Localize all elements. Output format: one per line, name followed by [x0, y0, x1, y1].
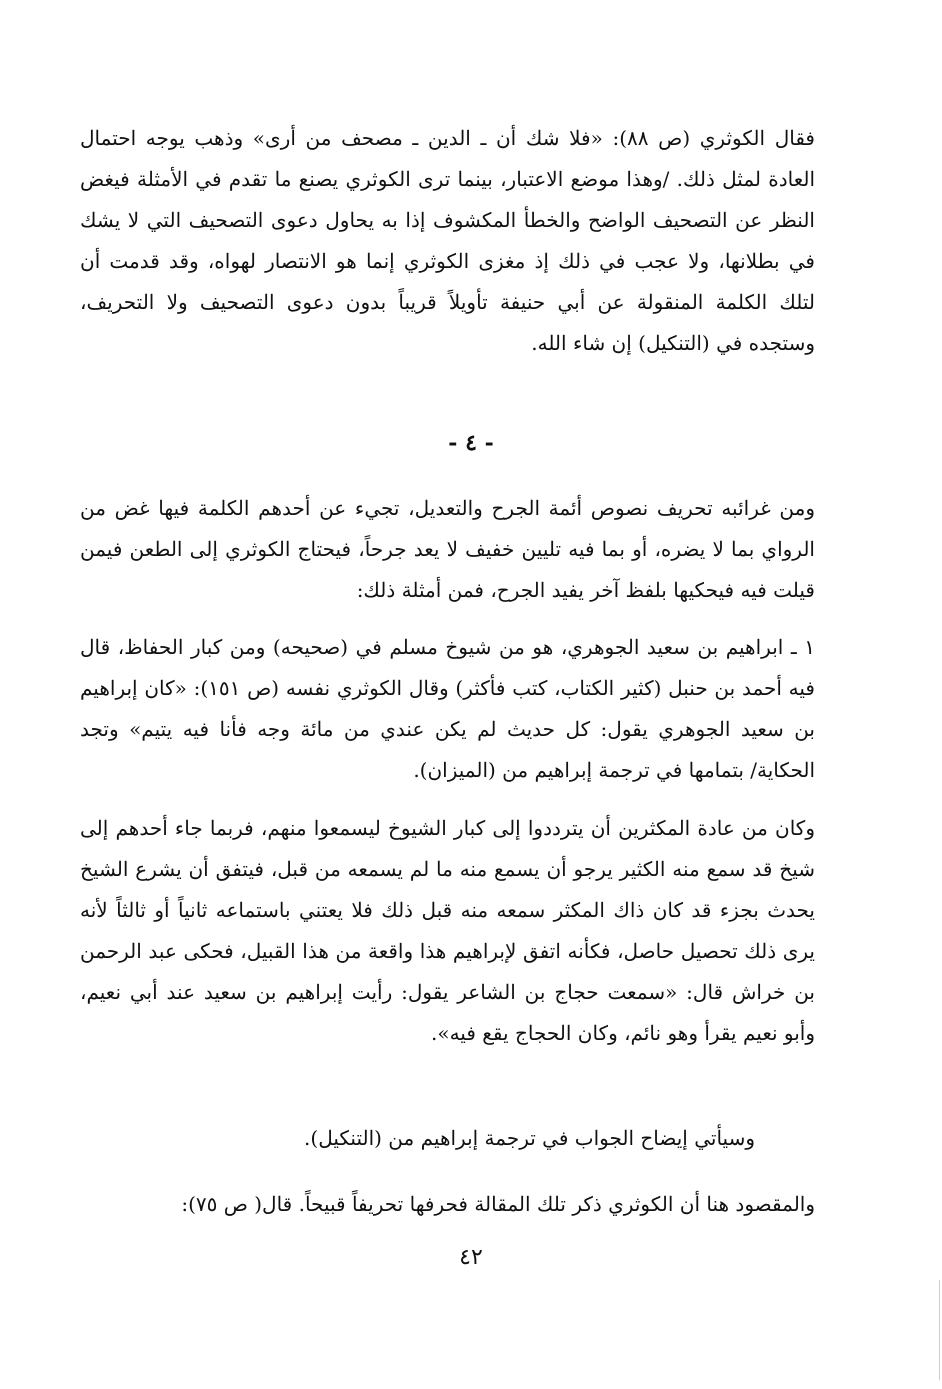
paragraph-text: وسيأتي إيضاح الجواب في ترجمة إبراهيم من (التنكيل). [304, 1126, 755, 1150]
page-number: ٤٢ [459, 1245, 483, 1270]
paragraph [80, 118, 815, 364]
paragraph-text: والمقصود هنا أن الكوثري ذكر تلك المقالة فحرفها تحريفاً قبيحاً. قال( ص ٧٥): [181, 1192, 815, 1216]
paragraph [80, 627, 815, 791]
paragraph-text: فقال الكوثري (ص ٨٨): «فلا شك أن ـ الدين ـ مصحف من أرى» وذهب يوجه احتمال العادة لمثل ذلك. /وهذا موضع الاعتبار، بينما ترى الكوثري يصنع ما تقدم في الأمثلة فيغض النظر عن التصحيف الواضح والخطأ المكشوف إذا به يحاول دعوى التصحيف التي لا يشك في بطلانها، ولا عجب في ذلك إذ مغزى الكوثري إنما هو الانتصار لهواه، وقد قدمت أن لتلك الكلمة المنقولة عن أبي حنيفة تأويلاً قريباً بدون دعوى التصحيف ولا التحريف، وستجده في (التنكيل) إن شاء الله. [80, 126, 815, 355]
paragraph-text: وكان من عادة المكثرين أن يترددوا إلى كبار الشيوخ ليسمعوا منهم، فربما جاء أحدهم إلى شيخ قد سمع منه الكثير يرجو أن يسمع منه ما لم يسمعه من قبل، فيتفق أن يشرع الشيخ يحدث بجزء قد كان ذاك المكثر سمعه منه قبل ذلك فلا يعتني باستماعه ثانياً أو ثالثاً لأنه يرى ذلك تحصيل حاصل، فكأنه اتفق لإبراهيم هذا واقعة من هذا القبيل، فحكى عبد الرحمن بن خراش قال: «سمعت حجاج بن الشاعر يقول: رأيت إبراهيم بن سعيد عند أبي نعيم، وأبو نعيم يقرأ وهو نائم، وكان الحجاج يقع فيه». [80, 816, 815, 1045]
paragraph [80, 1184, 815, 1225]
paragraph [80, 808, 815, 1054]
paragraph-text: ومن غرائبه تحريف نصوص أئمة الجرح والتعديل، تجيء عن أحدهم الكلمة فيها غض من الرواي بما لا يضره، أو بما فيه تليين خفيف لا يعد جرحاً، فيحتاج الكوثري إلى الطعن فيمن قيلت فيه فيحكيها بلفظ آخر يفيد الجرح، فمن أمثلة ذلك: [80, 496, 815, 602]
scan-edge-line [939, 1280, 940, 1380]
section-number: - ٤ - [448, 430, 494, 456]
paragraph [80, 1118, 815, 1159]
paragraph [80, 488, 815, 611]
paragraph-text: ١ ـ ابراهيم بن سعيد الجوهري، هو من شيوخ مسلم في (صحيحه) ومن كبار الحفاظ، قال فيه أحمد بن حنبل (كثير الكتاب، كتب فأكثر) وقال الكوثري نفسه (ص ١٥١): «كان إبراهيم بن سعيد الجوهري يقول: كل حديث لم يكن عندي من مائة وجه فأنا فيه يتيم» وتجد الحكاية/ بتمامها في ترجمة إبراهيم من (الميزان). [80, 635, 815, 782]
